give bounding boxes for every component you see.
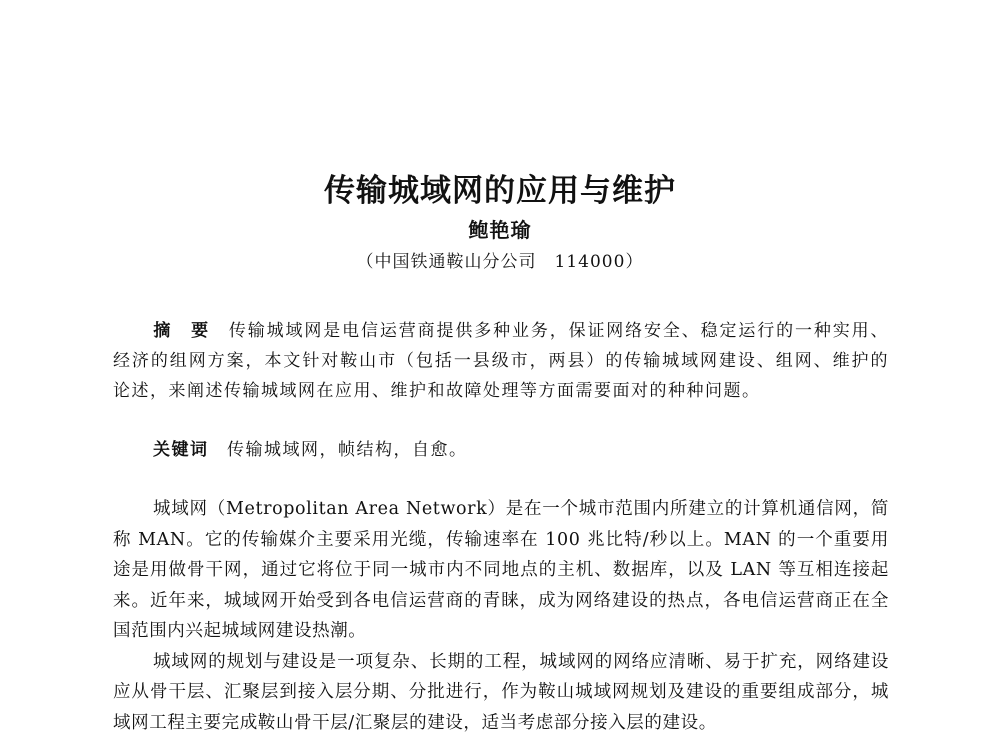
abstract-text: 传输城域网是电信运营商提供多种业务，保证网络安全、稳定运行的一种实用、经济的组网方案，本文针对鞍山市（包括一县级市，两县）的传输城域网建设、组网、维护的论述，来阐述传输城域网在应用、维护和故障处理等方面需要面对的种种问题。	[113, 321, 889, 401]
keywords-text: 传输城域网，帧结构，自愈。	[227, 440, 468, 460]
author-affiliation: （中国铁通鞍山分公司 114000）	[0, 250, 1000, 274]
body-paragraph: 城域网的规划与建设是一项复杂、长期的工程，城域网的网络应清晰、易于扩充，网络建设应从骨干层、汇聚层到接入层分期、分批进行，作为鞍山城域网规划及建设的重要组成部分，城域网工程主要完成鞍山骨干层/汇聚层的建设，适当考虑部分接入层的建设。	[113, 647, 889, 738]
keywords-label: 关键词	[153, 440, 209, 460]
body-paragraph: 城域网（Metropolitan Area Network）是在一个城市范围内所建立的计算机通信网，简称 MAN。它的传输媒介主要采用光缆，传输速率在 100 兆比特/秒以上。MAN 的一个重要用途是用做骨干网，通过它将位于同一城市内不同地点的主机、数据库，以及 LAN 等互相连接起来。近年来，城域网开始受到各电信运营商的青睐，成为网络建设的热点，各电信运营商正在全国范围内兴起城域网建设热潮。	[113, 494, 889, 647]
abstract-label: 摘 要	[153, 321, 210, 341]
paper-title: 传输城域网的应用与维护	[0, 171, 1000, 211]
body-text	[113, 494, 889, 738]
abstract-section	[113, 316, 889, 406]
author-name: 鲍艳瑜	[0, 216, 1000, 244]
keywords-section	[113, 436, 889, 464]
